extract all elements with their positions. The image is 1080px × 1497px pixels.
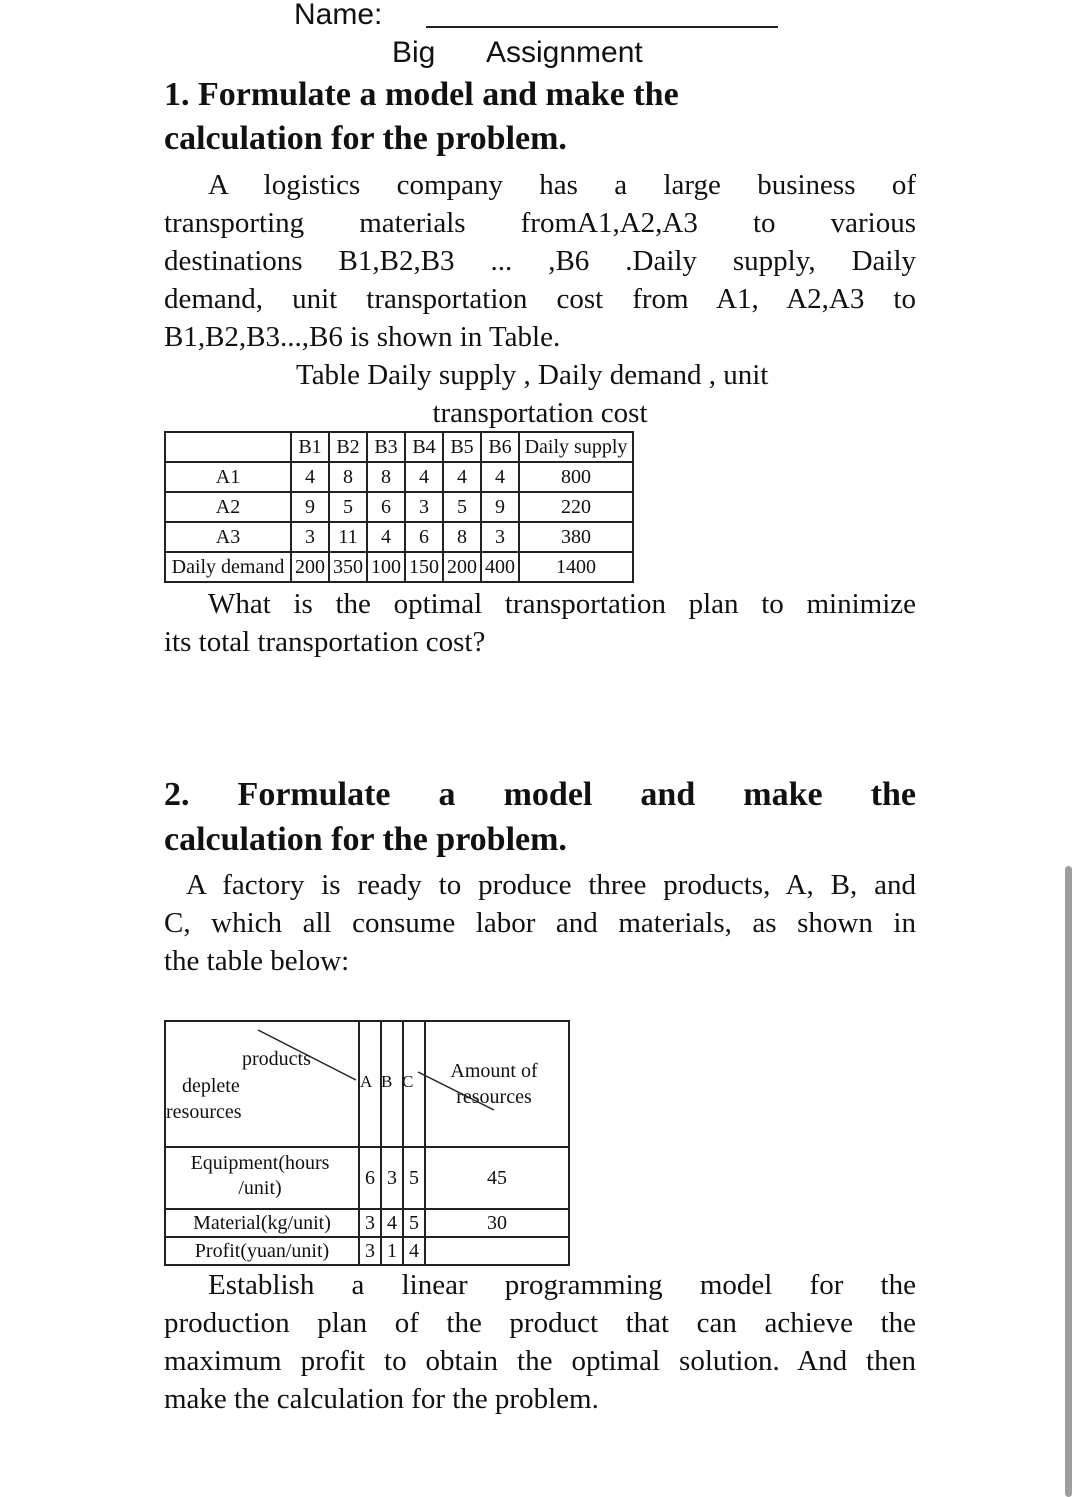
- table-cell: 3: [359, 1209, 381, 1237]
- table-cell: B6: [481, 432, 519, 462]
- p1-line: destinations B1,B2,B3 ... ,B6 .Daily supply, Daily: [164, 245, 916, 277]
- problem2-heading-line2: calculation for the problem.: [164, 821, 567, 858]
- table-row: [165, 432, 633, 462]
- table-cell: 5: [443, 492, 481, 522]
- corner-products: products: [242, 1048, 311, 1070]
- table-cell: 11: [329, 522, 367, 552]
- question-line: What is the optimal transportation plan to minimize: [208, 588, 916, 620]
- question-line: its total transportation cost?: [164, 626, 486, 658]
- table-cell: [165, 432, 291, 462]
- table-cell: [425, 1237, 569, 1265]
- table-row: [165, 522, 633, 552]
- table-cell: A1: [165, 462, 291, 492]
- table-cell: 3: [405, 492, 443, 522]
- table-cell: Profit(yuan/unit): [165, 1237, 359, 1265]
- table-cell: 4: [291, 462, 329, 492]
- corner-deplete: deplete: [182, 1075, 240, 1097]
- corner-resources: resources: [166, 1101, 242, 1123]
- p2-line: A factory is ready to produce three products, A, B, and: [186, 869, 916, 901]
- table-cell: 6: [367, 492, 405, 522]
- table-cell: 350: [329, 552, 367, 582]
- table-cell: 5: [403, 1147, 425, 1209]
- p1-line: demand, unit transportation cost from A1, A2,A3 to: [164, 283, 916, 315]
- table-cell: B3: [367, 432, 405, 462]
- table-cell: A2: [165, 492, 291, 522]
- problem1-heading-line2: calculation for the problem.: [164, 120, 567, 157]
- table-cell: Daily supply: [519, 432, 633, 462]
- table-cell: 200: [443, 552, 481, 582]
- table-cell: 5: [329, 492, 367, 522]
- table-cell: 400: [481, 552, 519, 582]
- table-cell: 5: [403, 1209, 425, 1237]
- table1-caption-line1: Table Daily supply , Daily demand , unit: [296, 359, 769, 391]
- table-cell: 8: [367, 462, 405, 492]
- table-cell: 3: [291, 522, 329, 552]
- table-cell: Material(kg/unit): [165, 1209, 359, 1237]
- table-cell: 4: [405, 462, 443, 492]
- title-assignment: Assignment: [486, 36, 643, 69]
- table-cell: A3: [165, 522, 291, 552]
- table-cell: 800: [519, 462, 633, 492]
- name-underline: [426, 26, 778, 28]
- table-cell: 1: [381, 1237, 403, 1265]
- equipment-label-line1: Equipment(hours: [190, 1152, 330, 1174]
- amount-header-line2: resources: [456, 1086, 532, 1108]
- table-cell: 4: [367, 522, 405, 552]
- table-cell: 380: [519, 522, 633, 552]
- product-b: B: [381, 1072, 393, 1091]
- p2-line: C, which all consume labor and materials, as shown in: [164, 907, 916, 939]
- table-cell: 200: [291, 552, 329, 582]
- table-cell: B2: [329, 432, 367, 462]
- table-row: [165, 462, 633, 492]
- table-cell: 30: [425, 1209, 569, 1237]
- closing-line: make the calculation for the problem.: [164, 1383, 599, 1415]
- equipment-label-line2: /unit): [238, 1177, 282, 1199]
- table-cell: Daily demand: [165, 552, 291, 582]
- table-row: [165, 1237, 569, 1265]
- table1-caption-line2: transportation cost: [432, 397, 648, 429]
- product-c: C: [402, 1072, 414, 1091]
- table-cell: 8: [443, 522, 481, 552]
- problem2-heading-line1: 2. Formulate a model and make the: [164, 776, 916, 813]
- p2-line: the table below:: [164, 945, 350, 977]
- title-big: Big: [392, 36, 436, 69]
- p1-line: transporting materials fromA1,A2,A3 to various: [164, 207, 916, 239]
- p1-line: B1,B2,B3...,B6 is shown in Table.: [164, 321, 561, 353]
- table-row: [165, 492, 633, 522]
- table-cell: B1: [291, 432, 329, 462]
- closing-line: Establish a linear programming model for the: [208, 1269, 916, 1301]
- name-label: Name:: [294, 0, 383, 31]
- problem1-paragraph: [164, 166, 916, 356]
- table-cell: 45: [425, 1147, 569, 1209]
- table-cell: 100: [367, 552, 405, 582]
- p1-line: A logistics company has a large business of: [208, 169, 916, 201]
- table-cell: 6: [359, 1147, 381, 1209]
- table-cell: B5: [443, 432, 481, 462]
- closing-line: maximum profit to obtain the optimal solution. And then: [164, 1345, 916, 1377]
- table-cell: 8: [329, 462, 367, 492]
- table-cell: 4: [481, 462, 519, 492]
- table-cell: 4: [403, 1237, 425, 1265]
- scrollbar[interactable]: [1065, 866, 1072, 1497]
- problem2-closing: [164, 1266, 916, 1418]
- table-cell: 3: [481, 522, 519, 552]
- table-cell: 3: [381, 1147, 403, 1209]
- table-cell: 150: [405, 552, 443, 582]
- table-cell: 4: [443, 462, 481, 492]
- table-row: [165, 1209, 569, 1237]
- amount-header-line1: Amount of: [450, 1060, 538, 1082]
- table-cell: B4: [405, 432, 443, 462]
- table-row: [165, 552, 633, 582]
- transport-table: [164, 431, 634, 583]
- problem1-question: [164, 585, 916, 661]
- table-cell: 9: [481, 492, 519, 522]
- problem2-paragraph: [164, 866, 916, 980]
- problem1-heading-line1: 1. Formulate a model and make the: [164, 76, 679, 113]
- table-cell: 4: [381, 1209, 403, 1237]
- resource-table: [164, 1020, 570, 1264]
- table-cell: 1400: [519, 552, 633, 582]
- product-a: A: [360, 1072, 373, 1091]
- closing-line: production plan of the product that can achieve the: [164, 1307, 916, 1339]
- table-cell: 9: [291, 492, 329, 522]
- table-cell: 6: [405, 522, 443, 552]
- table-cell: 3: [359, 1237, 381, 1265]
- table-cell: 220: [519, 492, 633, 522]
